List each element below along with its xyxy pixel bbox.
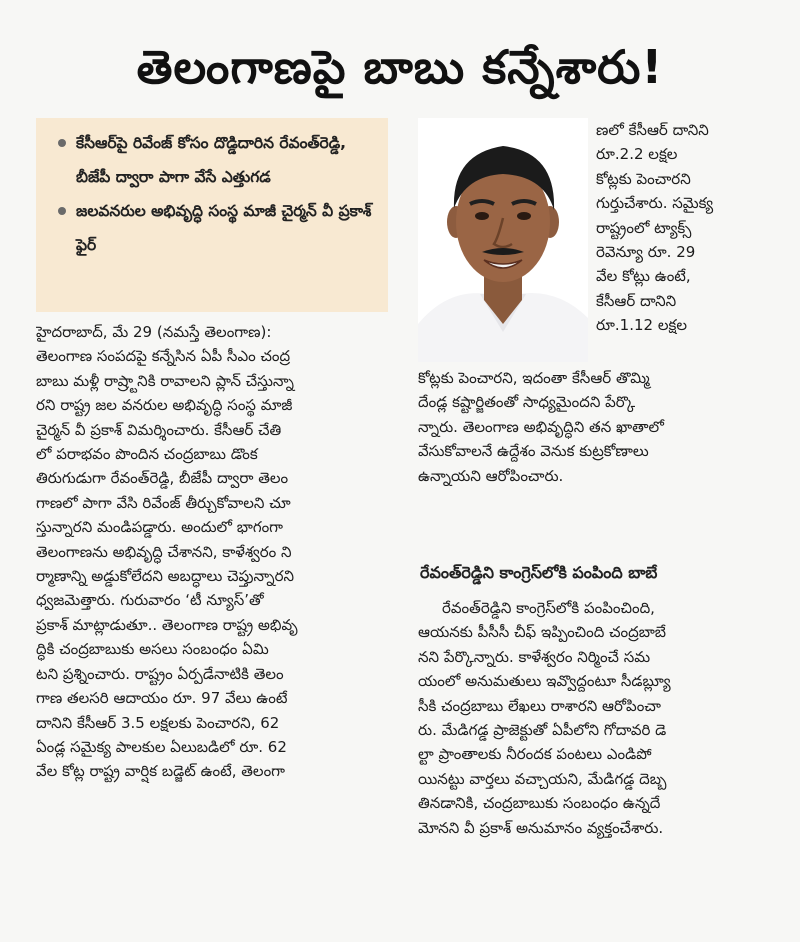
body-line: కోట్లకు పెంచారని, ఇదంతా కేసీఆర్ తొమ్మి bbox=[418, 369, 650, 387]
body-line: ఆయనకు పీసీసీ చీఫ్ ఇప్పించింది చంద్రబాబే bbox=[418, 623, 667, 642]
body-line: యినట్టు వార్తలు వచ్చాయని, మేడిగడ్డ దెబ్బ bbox=[418, 769, 667, 788]
body-line: రాష్ట్రంలో ట్యాక్స్ bbox=[596, 218, 692, 237]
body-line: సీకి చంద్రబాబు లేఖలు రాశారని ఆరోపించా bbox=[418, 696, 661, 715]
article-right-body bbox=[418, 366, 768, 488]
body-line: కోట్లకు పెంచారని bbox=[596, 169, 691, 188]
body-line: ధ్వజమెత్తారు. గురువారం ‘టీ న్యూస్’తో bbox=[36, 591, 264, 610]
body-line: ఏండ్ల సమైక్య పాలకుల ఏలుబడిలో రూ. 62 bbox=[36, 737, 287, 756]
body-line: రెవెన్యూ రూ. 29 bbox=[596, 243, 696, 262]
body-line: టని ప్రశ్నించారు. రాష్ట్రం ఏర్పడేనాటికి తెలం bbox=[36, 664, 284, 683]
body-line: వేల కోట్లు ఉంటే, bbox=[596, 267, 691, 286]
body-line: రని రాష్ట్ర జల వనరుల అభివృద్ధి సంస్థ మాజీ bbox=[36, 396, 293, 415]
body-line: వేల కోట్ల రాష్ట్ర వార్షిక బడ్జెట్ ఉంటే, తెలంగా bbox=[36, 762, 285, 781]
highlight-item: జలవనరుల అభివృద్ధి సంస్థ మాజీ చైర్మన్ వీ ప్రకాశ్ ఫైర్ bbox=[58, 194, 376, 262]
body-line: ణలో కేసీఆర్ దానిని bbox=[596, 121, 709, 139]
body-line: ల్టా ప్రాంతాలకు నీరందక పంటలు ఎండిపో bbox=[418, 745, 652, 764]
highlight-item: కేసీఆర్‌పై రివేంజ్ కోసం దొడ్డిదారిన రేవంత్‌రెడ్డి, బీజేపీ ద్వారా పాగా వేసే ఎత్తుగడ bbox=[58, 126, 376, 194]
body-line: స్తున్నారని మండిపడ్డారు. అందులో భాగంగా bbox=[36, 518, 283, 537]
article-left-column bbox=[36, 320, 388, 784]
subheading: రేవంత్‌రెడ్డిని కాంగ్రెస్‌లోకి పంపింది బాబే bbox=[420, 563, 658, 582]
body-line: న్నారు. తెలంగాణ అభివృద్ధిని తన ఖాతాలో bbox=[418, 417, 664, 436]
headline: తెలంగాణపై బాబు కన్నేశారు! bbox=[136, 40, 664, 94]
body-line: దేండ్ల కష్టార్జితంతో సాధ్యమైందని పేర్కొ bbox=[418, 393, 636, 412]
portrait-illustration bbox=[418, 118, 588, 362]
body-line: దానిని కేసీఆర్ 3.5 లక్షలకు పెంచారని, 62 bbox=[36, 713, 280, 732]
body-line: చైర్మన్ వీ ప్రకాశ్ విమర్శించారు. కేసీఆర్ చేతి bbox=[36, 420, 282, 439]
body-line: కేసీఆర్ దానిని bbox=[596, 291, 677, 310]
body-line: లో పరాభవం పొందిన చంద్రబాబు డొంక bbox=[36, 445, 258, 464]
body-line: తిరుగుడుగా రేవంత్‌రెడ్డి, బీజేపీ ద్వారా తెలం bbox=[36, 469, 289, 488]
highlights-box bbox=[36, 118, 388, 312]
body-line: ఉన్నాయని ఆరోపించారు. bbox=[418, 466, 564, 485]
body-line: గుర్తుచేశారు. సమైక్య bbox=[596, 194, 714, 213]
dateline: హైదరాబాద్, మే 29 (నమస్తే తెలంగాణ): bbox=[36, 323, 272, 341]
body-line: ద్ధికి చంద్రబాబుకు అసలు సంబంధం ఏమి bbox=[36, 640, 269, 659]
body-line: రూ.2.2 లక్షల bbox=[596, 145, 678, 164]
body-line: మోనని వీ ప్రకాశ్ అనుమానం వ్యక్తంచేశారు. bbox=[418, 818, 664, 837]
article-right-body-2 bbox=[418, 596, 768, 840]
portrait-photo bbox=[418, 118, 588, 362]
body-line: తెలంగాణను అభివృద్ధి చేశానని, కాళేశ్వరం ని bbox=[36, 542, 292, 561]
body-line: వేసుకోవాలనే ఉద్దేశం వెనుక కుట్రకోణాలు bbox=[418, 442, 649, 461]
body-line: రు. మేడిగడ్డ ప్రాజెక్టుతో ఏపీలోని గోదావరి డె bbox=[418, 721, 667, 740]
body-line: గాణలో పాగా వేసి రివేంజ్ తీర్చుకోవాలని చూ bbox=[36, 493, 291, 512]
body-line: బాబు మళ్లీ రాష్ర్టానికి రావాలని ప్లాన్ చేస్తున్నా bbox=[36, 371, 294, 390]
body-line: గాణ తలసరి ఆదాయం రూ. 97 వేలు ఉంటే bbox=[36, 689, 288, 708]
body-line: రూ.1.12 లక్షల bbox=[596, 316, 687, 335]
body-line: నని పేర్కొన్నారు. కాళేశ్వరం నిర్మించే సమ bbox=[418, 647, 651, 666]
article-right-top-column bbox=[596, 118, 768, 338]
body-line: తెలంగాణ సంపదపై కన్నేసిన ఏపీ సీఎం చంద్ర bbox=[36, 347, 291, 366]
body-line: రేవంత్‌రెడ్డిని కాంగ్రెస్‌లోకి పంపించింది, bbox=[442, 599, 655, 617]
body-line: ప్రకాశ్ మాట్లాడుతూ.. తెలంగాణ రాష్ట్ర అభివృ bbox=[36, 615, 298, 634]
body-line: యంలో అనుమతులు ఇవ్వొద్దంటూ సీడబ్ల్యూ bbox=[418, 672, 671, 691]
body-line: ర్మాణాన్ని అడ్డుకోలేదని అబద్ధాలు చెప్తున్నారని bbox=[36, 567, 294, 586]
body-line: తినడానికి, చంద్రబాబుకు సంబంధం ఉన్నదే bbox=[418, 794, 661, 813]
